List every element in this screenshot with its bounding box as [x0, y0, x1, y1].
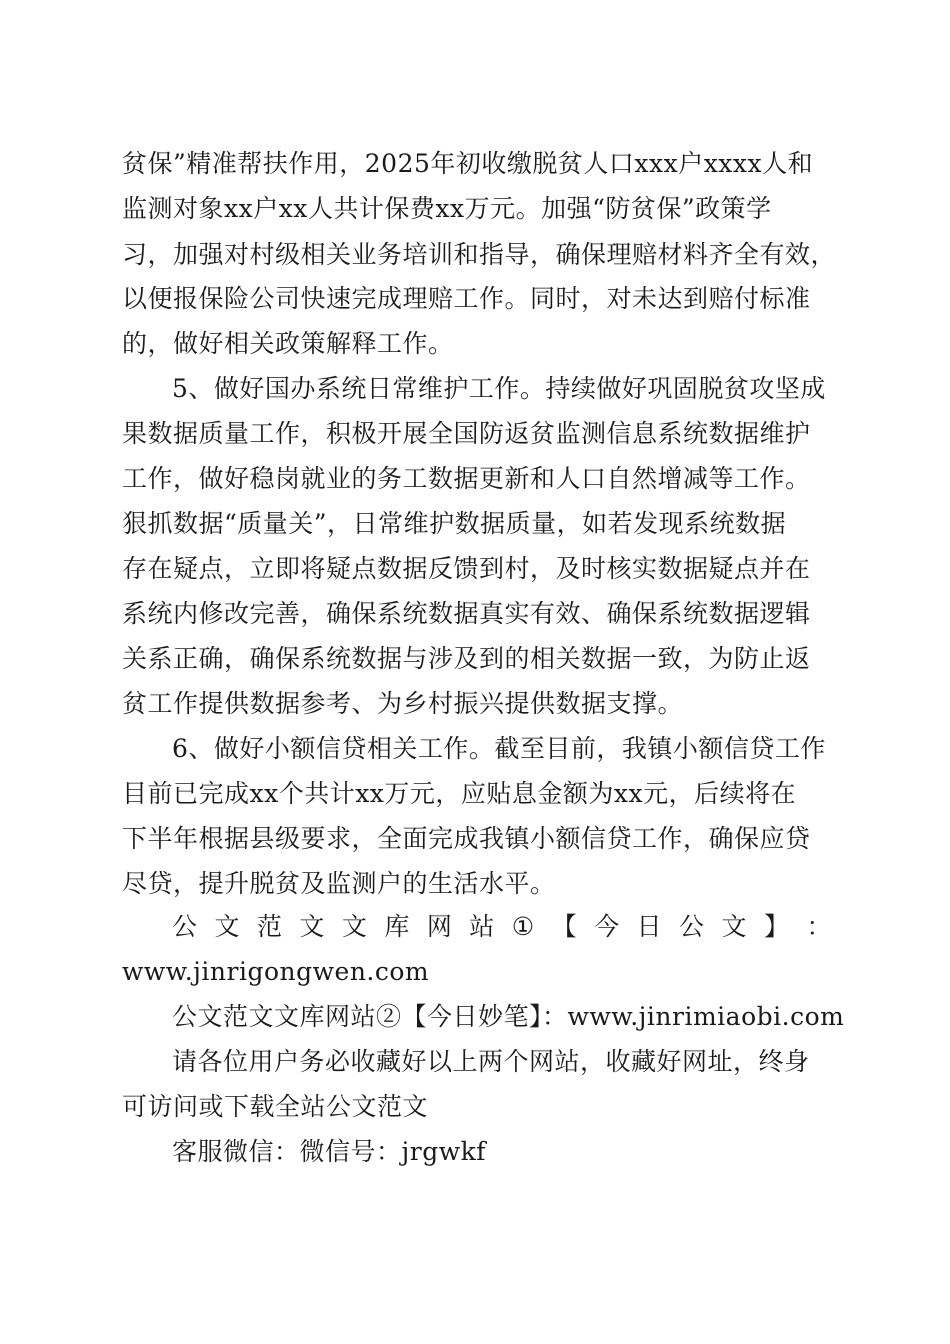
body-line: 尽贷，提升脱贫及监测户的生活水平。	[122, 869, 556, 898]
section-6-heading-line: 6、做好小额信贷相关工作。截至目前，我镇小额信贷工作	[172, 734, 826, 763]
body-line: 以便报保险公司快速完成理赔工作。同时，对未达到赔付标准	[122, 284, 811, 313]
site1-line: 公 文 范 文 文 库 网 站 ① 【 今 日 公 文 】 ：	[172, 912, 832, 941]
notice-line: 可访问或下载全站公文范文	[122, 1092, 429, 1121]
body-line: 存在疑点，立即将疑点数据反馈到村，及时核实数据疑点并在	[122, 554, 811, 583]
body-line: 监测对象xx户xx人共计保费xx万元。加强“防贫保”政策学	[122, 194, 772, 223]
service-contact: 客服微信：微信号：jrgwkf	[172, 1137, 487, 1166]
section-5-heading-line: 5、做好国办系统日常维护工作。持续做好巩固脱贫攻坚成	[172, 374, 826, 403]
notice-line: 请各位用户务必收藏好以上两个网站，收藏好网址，终身	[172, 1047, 810, 1076]
body-line: 下半年根据县级要求，全面完成我镇小额信贷工作，确保应贷	[122, 824, 811, 853]
body-line: 的，做好相关政策解释工作。	[122, 329, 454, 358]
body-line: 果数据质量工作，积极开展全国防返贫监测信息系统数据维护	[122, 419, 811, 448]
body-line: 贫工作提供数据参考、为乡村振兴提供数据支撑。	[122, 689, 684, 718]
site2-line: 公文范文文库网站②【今日妙笔】：www.jinrimiaobi.com	[172, 1002, 845, 1031]
body-line: 贫保”精准帮扶作用，2025年初收缴脱贫人口xxx户xxxx人和	[122, 149, 814, 178]
body-line: 系统内修改完善，确保系统数据真实有效、确保系统数据逻辑	[122, 599, 811, 628]
body-line: 狠抓数据“质量关”，日常维护数据质量，如若发现系统数据	[122, 509, 787, 538]
body-line: 工作，做好稳岗就业的务工数据更新和人口自然增减等工作。	[122, 464, 811, 493]
site1-url[interactable]: www.jinrigongwen.com	[122, 957, 430, 986]
body-line: 习，加强对村级相关业务培训和指导，确保理赔材料齐全有效，	[122, 240, 837, 269]
body-line: 目前已完成xx个共计xx万元，应贴息金额为xx元，后续将在	[122, 779, 797, 808]
body-line: 关系正确，确保系统数据与涉及到的相关数据一致，为防止返	[122, 644, 811, 673]
